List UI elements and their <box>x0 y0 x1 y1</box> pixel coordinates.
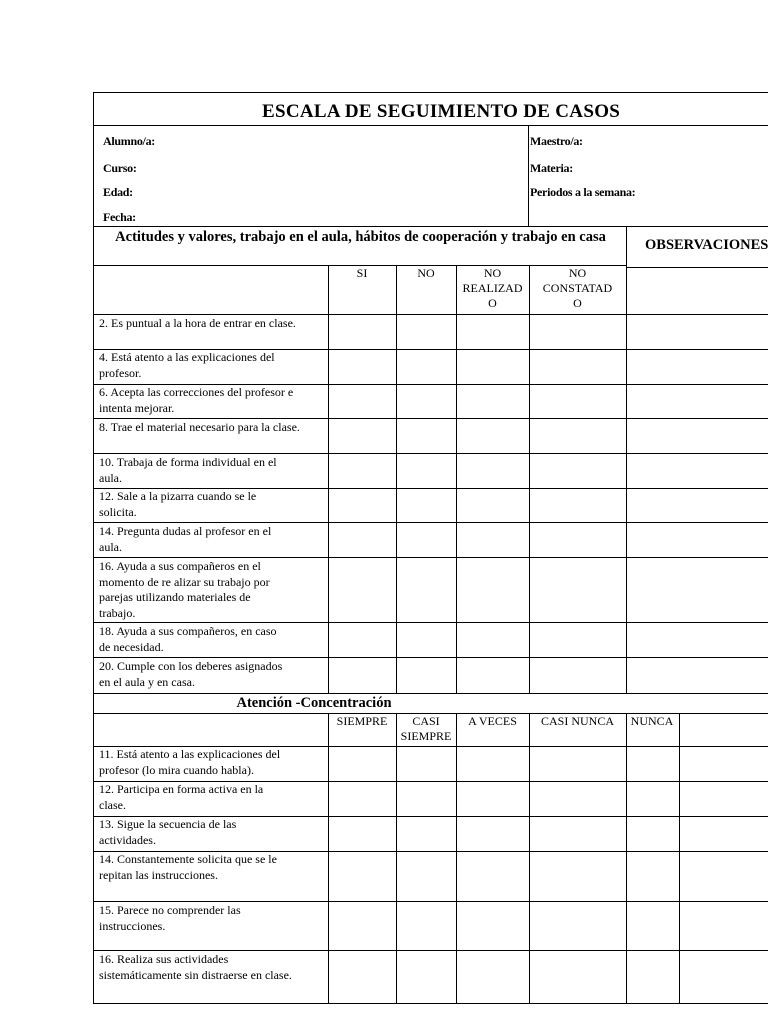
col-header-si: SI <box>356 266 368 280</box>
field-edad: Edad: <box>103 185 133 199</box>
field-maestro: Maestro/a: <box>530 134 583 148</box>
col-header-casi-siempre: CASI SIEMPRE <box>400 714 452 743</box>
table-hline <box>93 314 768 315</box>
section2-heading: Atención -Concentración <box>236 695 392 711</box>
table-hline <box>93 816 768 817</box>
table-hline <box>93 693 768 694</box>
table-vline <box>528 125 529 226</box>
col-header-no-realizado: NO REALIZAD O <box>462 266 523 310</box>
table-left-border <box>93 92 94 1004</box>
item-ayuda-necesidad: 18. Ayuda a sus compañeros, en caso de necesidad. <box>99 624 277 654</box>
col-header-nunca: NUNCA <box>630 714 674 728</box>
table-hline <box>93 125 768 126</box>
table-hline <box>93 384 768 385</box>
field-curso: Curso: <box>103 161 137 175</box>
item2-secuencia: 13. Sigue la secuencia de las actividades. <box>99 817 237 847</box>
table-hline <box>93 950 768 951</box>
section1-heading: Actitudes y valores, trabajo en el aula, hábitos de cooperación y trabajo en casa <box>115 229 606 245</box>
table-hline <box>93 453 768 454</box>
field-periodos: Periodos a la semana: <box>530 185 636 199</box>
item-pizarra: 12. Sale a la pizarra cuando se le solicita. <box>99 489 257 519</box>
col-header-no-constatado: NO CONSTATAD O <box>542 266 613 310</box>
item2-atento: 11. Está atento a las explicaciones del profesor (lo mira cuando habla). <box>99 747 281 777</box>
col-header-siempre: SIEMPRE <box>336 714 388 728</box>
table-vline <box>396 713 397 1004</box>
item-correcciones: 6. Acepta las correcciones del profesor e intenta mejorar. <box>99 385 294 415</box>
table-vline <box>396 265 397 694</box>
table-vline <box>529 265 530 694</box>
table-hline <box>93 746 768 747</box>
observations-heading: OBSERVACIONES <box>645 237 768 253</box>
col-header-no: NO <box>417 266 435 280</box>
item-material: 8. Trae el material necesario para la clase. <box>99 420 300 434</box>
field-materia: Materia: <box>530 161 573 175</box>
item2-participa: 12. Participa en forma activa en la clase. <box>99 782 264 812</box>
table-hline <box>93 557 768 558</box>
table-hline <box>93 522 768 523</box>
table-hline <box>93 657 768 658</box>
item-atento: 4. Está atento a las explicaciones del profesor. <box>99 350 275 380</box>
table-hline <box>93 418 768 419</box>
item-dudas: 14. Pregunta dudas al profesor en el aula. <box>99 524 272 554</box>
table-top-border <box>93 92 768 93</box>
item-individual: 10. Trabaja de forma individual en el aula. <box>99 455 277 485</box>
col-header-casi-nunca: CASI NUNCA <box>540 714 614 728</box>
item-puntual: 2. Es puntual a la hora de entrar en clase. <box>99 316 296 330</box>
item-deberes: 20. Cumple con los deberes asignados en el aula y en casa. <box>99 659 283 689</box>
form-title: ESCALA DE SEGUIMIENTO DE CASOS <box>262 101 621 122</box>
field-fecha: Fecha: <box>103 210 136 224</box>
table-vline <box>626 226 627 694</box>
table-hline <box>93 349 768 350</box>
table-vline <box>679 713 680 1004</box>
table-vline <box>456 265 457 694</box>
item2-sistematicamente: 16. Realiza sus actividades sistemáticamente sin distraerse en clase. <box>99 952 292 982</box>
table-vline <box>456 713 457 1004</box>
table-hline <box>93 226 768 227</box>
table-hline <box>93 713 768 714</box>
item2-repitan: 14. Constantemente solicita que se le repitan las instrucciones. <box>99 852 277 882</box>
table-hline <box>626 267 768 268</box>
field-alumno: Alumno/a: <box>103 134 155 148</box>
table-hline <box>93 265 626 266</box>
table-vline <box>328 265 329 694</box>
table-vline <box>529 713 530 1004</box>
table-hline <box>93 901 768 902</box>
table-vline <box>328 713 329 1004</box>
table-vline <box>626 713 627 1004</box>
item-ayuda-parejas: 16. Ayuda a sus compañeros en el momento de re alizar su trabajo por parejas utilizando materiales de trabajo. <box>99 559 270 620</box>
table-hline <box>93 488 768 489</box>
item2-comprender: 15. Parece no comprender las instrucciones. <box>99 903 241 933</box>
table-hline <box>93 622 768 623</box>
table-hline <box>93 781 768 782</box>
col-header-a-veces: A VECES <box>468 714 517 728</box>
table-bottom-border <box>93 1003 768 1004</box>
table-hline <box>93 851 768 852</box>
